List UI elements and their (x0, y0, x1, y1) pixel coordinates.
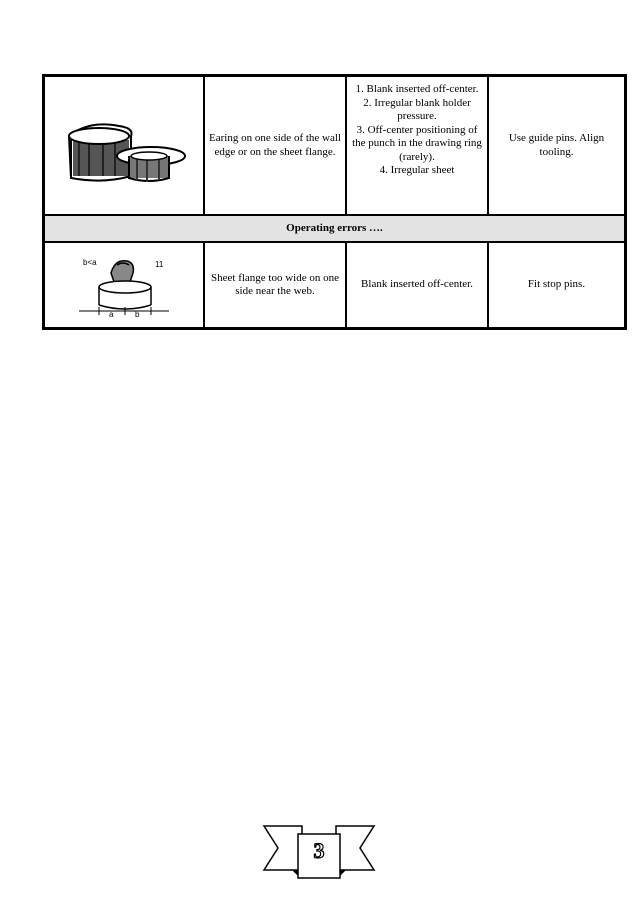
page-number: 3 (313, 838, 325, 863)
number-label: 11 (155, 260, 164, 269)
cause-item: 2. Irregular blank holder pressure. (363, 96, 471, 122)
cause-item: 4. Irregular sheet (379, 164, 455, 176)
cause-item: 3. Off-center positioning of the punch in the drawing ring (rarely). (352, 123, 482, 163)
cause-item: 1. Blank inserted off-center. (355, 83, 479, 95)
table-row (44, 242, 625, 328)
remedy-cell: Fit stop pins. (488, 242, 625, 328)
cause-list (351, 83, 483, 178)
image-cell (44, 76, 204, 215)
image-cell (44, 242, 204, 328)
dim-b-label: b (135, 310, 140, 319)
flange-offset-illustration-icon (69, 251, 179, 319)
dim-a-label: a (109, 310, 114, 319)
description-cell: Earing on one side of the wall edge or on the sheet flange. (204, 76, 346, 215)
condition-label: b<a (83, 258, 97, 267)
remedy-cell: Use guide pins. Align tooling. (488, 76, 625, 215)
troubleshooting-table (42, 74, 627, 330)
earing-cup-illustration-icon (59, 106, 189, 186)
description-cell: Sheet flange too wide on one side near the web. (204, 242, 346, 328)
table-row (44, 76, 625, 215)
cause-cell (346, 76, 488, 215)
section-heading-row (44, 215, 625, 242)
cause-cell: Blank inserted off-center. (346, 242, 488, 328)
section-heading: Operating errors …. (44, 215, 625, 242)
